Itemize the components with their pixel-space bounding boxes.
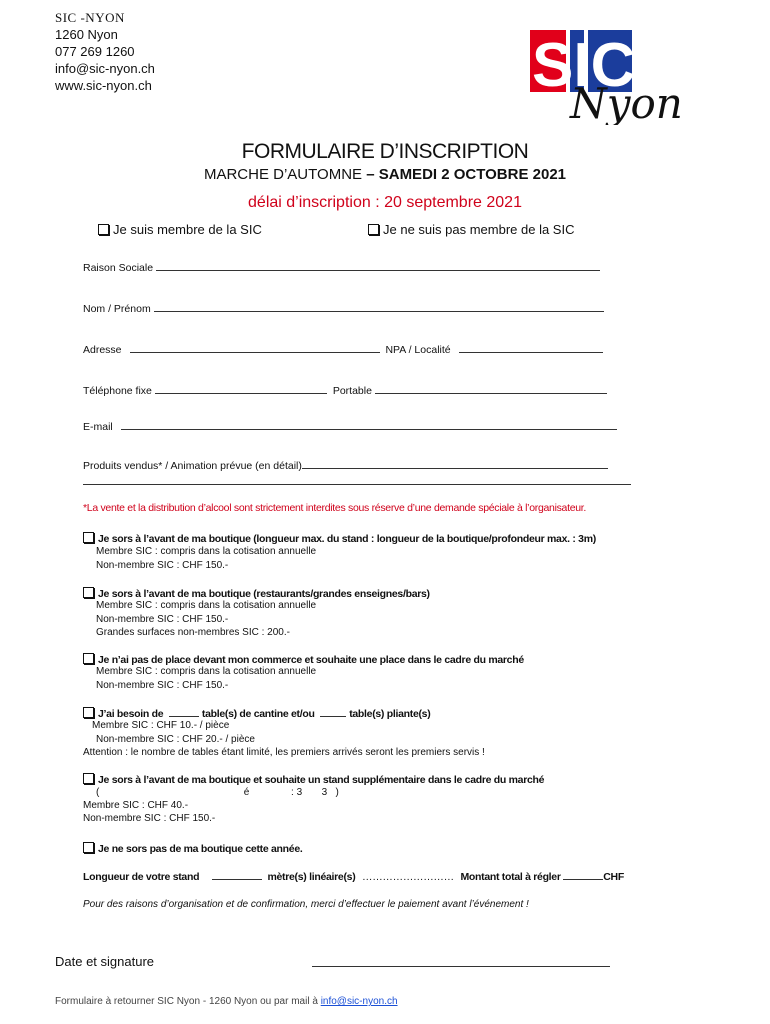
phone-number: 077 269 1260 [55, 44, 135, 59]
price-line: Membre SIC : CHF 10.- / pièce [92, 720, 230, 731]
checkbox-icon[interactable] [83, 842, 94, 853]
payment-note: Pour des raisons d’organisation et de confirmation, merci d’effectuer le paiement avant l’événement ! [83, 899, 529, 910]
email-label: E-mail [83, 421, 113, 433]
npa-line[interactable] [459, 343, 603, 353]
option-pricing [96, 599, 316, 640]
member-option[interactable] [98, 222, 262, 237]
longueur-label: Longueur de votre stand [83, 871, 200, 883]
website: www.sic-nyon.ch [55, 78, 152, 93]
non-member-option[interactable] [368, 222, 574, 237]
option-title: Je sors à l’avant de ma boutique (longueur max. du stand : longueur de la boutique/profondeur max. : 3m) [98, 533, 596, 545]
price-line: Non-membre SIC : CHF 150.- [83, 813, 216, 824]
price-line: Non-membre SIC : CHF 150.- [96, 559, 229, 571]
footer-text: Formulaire à retourner SIC Nyon - 1260 Nyon ou par mail à [55, 996, 321, 1007]
deadline-label: délai d’inscription : [248, 194, 385, 211]
produits-label: Produits vendus* / Animation prévue (en détail) [83, 460, 302, 472]
signature-label: Date et signature [55, 954, 155, 969]
nom-field[interactable] [83, 302, 607, 315]
produits-line[interactable] [302, 459, 608, 469]
option-title: Je n’ai pas de place devant mon commerce et souhaite une place dans le cadre du marché [98, 654, 524, 666]
footer [55, 996, 398, 1007]
produits-line-2[interactable] [83, 475, 631, 485]
deadline-date: 20 septembre 2021 [384, 194, 522, 211]
org-name: SIC -NYON [55, 10, 125, 25]
email-field[interactable] [83, 420, 620, 433]
checkbox-icon[interactable] [98, 224, 109, 235]
price-line: Non-membre SIC : CHF 20.- / pièce [96, 734, 255, 745]
checkbox-icon[interactable] [83, 587, 94, 598]
registration-deadline [0, 194, 770, 212]
postal-address: 1260 Nyon [55, 27, 118, 42]
tables-label-a: J’ai besoin de [98, 708, 164, 720]
raison-sociale-field[interactable] [83, 261, 603, 274]
pliante-qty-line[interactable] [320, 708, 346, 717]
chf-label: CHF [603, 871, 624, 883]
page-title: FORMULAIRE D’INSCRIPTION [241, 140, 529, 163]
portable-line[interactable] [375, 384, 607, 394]
raison-sociale-line[interactable] [156, 261, 600, 271]
signature-line[interactable] [312, 957, 610, 967]
option-title: Je ne sors pas de ma boutique cette année. [98, 843, 303, 855]
nom-line[interactable] [154, 302, 604, 312]
price-line: Non-membre SIC : CHF 150.- [96, 679, 229, 691]
longueur-line[interactable] [212, 870, 262, 880]
tables-note: Attention : le nombre de tables étant limité, les premiers arrivés seront les premiers servis ! [83, 747, 485, 758]
raison-sociale-label: Raison Sociale [83, 262, 154, 274]
checkbox-icon[interactable] [83, 532, 94, 543]
price-line: Non-membre SIC : CHF 150.- [96, 613, 229, 625]
telephone-label: Téléphone fixe [83, 385, 152, 397]
footer-email-link[interactable]: info@sic-nyon.ch [320, 996, 398, 1007]
member-label: Je suis membre de la SIC [113, 222, 262, 237]
telephone-line[interactable] [155, 384, 327, 394]
email-line[interactable] [121, 420, 617, 430]
tables-label-c: table(s) pliante(s) [349, 708, 431, 720]
price-line: Grandes surfaces non-membres SIC : 200.- [96, 627, 290, 638]
option-pricing [96, 665, 316, 692]
npa-label: NPA / Localité [385, 344, 451, 356]
option-pricing [96, 545, 316, 572]
event-name: MARCHE D’AUTOMNE [203, 166, 363, 183]
checkbox-icon[interactable] [83, 653, 94, 664]
subtitle [0, 166, 770, 183]
checkbox-icon[interactable] [83, 707, 94, 718]
adresse-label: Adresse [83, 344, 122, 356]
option-front-store[interactable] [83, 532, 596, 545]
montant-label: Montant total à régler [460, 871, 561, 883]
event-date: – SAMEDI 2 OCTOBRE 2021 [366, 166, 567, 183]
non-member-label: Je ne suis pas membre de la SIC [383, 222, 575, 237]
adresse-field[interactable] [83, 343, 606, 356]
price-line: Membre SIC : compris dans la cotisation annuelle [96, 666, 317, 677]
adresse-line[interactable] [130, 343, 380, 353]
option-title: Je sors à l’avant de ma boutique (restaurants/grandes enseignes/bars) [98, 588, 430, 600]
portable-label: Portable [332, 385, 372, 397]
totals-row [83, 870, 624, 883]
produits-field[interactable] [83, 459, 608, 472]
option-title: Je sors à l’avant de ma boutique et souhaite un stand supplémentaire dans le cadre du marché [98, 774, 545, 786]
price-line: Membre SIC : compris dans la cotisation annuelle [96, 600, 317, 611]
checkbox-icon[interactable] [368, 224, 379, 235]
telephone-field[interactable] [83, 384, 610, 397]
option-not-participating[interactable] [83, 842, 302, 855]
price-line: Membre SIC : compris dans la cotisation annuelle [96, 546, 317, 557]
option-extra-stand[interactable] [83, 773, 544, 786]
option-fragment: ( é : 3 3 ) [96, 787, 339, 798]
checkbox-icon[interactable] [83, 773, 94, 784]
tables-label-b: table(s) de cantine et/ou [201, 708, 315, 720]
cantine-qty-line[interactable] [169, 708, 199, 717]
logo-nyon-text: Nyon [570, 79, 683, 125]
alcohol-warning: *La vente et la distribution d’alcool sont strictement interdites sous réserve d’une demande spéciale à l’organisateur. [83, 502, 587, 514]
sic-nyon-logo [530, 30, 695, 125]
metres-label: mètre(s) linéaire(s) [267, 871, 356, 883]
email-address: info@sic-nyon.ch [55, 61, 155, 76]
montant-line[interactable] [563, 870, 603, 880]
price-line: Membre SIC : CHF 40.- [83, 800, 189, 811]
logo-sic-text: SIC [532, 31, 636, 100]
nom-label: Nom / Prénom [83, 303, 151, 315]
dots: ……………………… [362, 871, 454, 883]
